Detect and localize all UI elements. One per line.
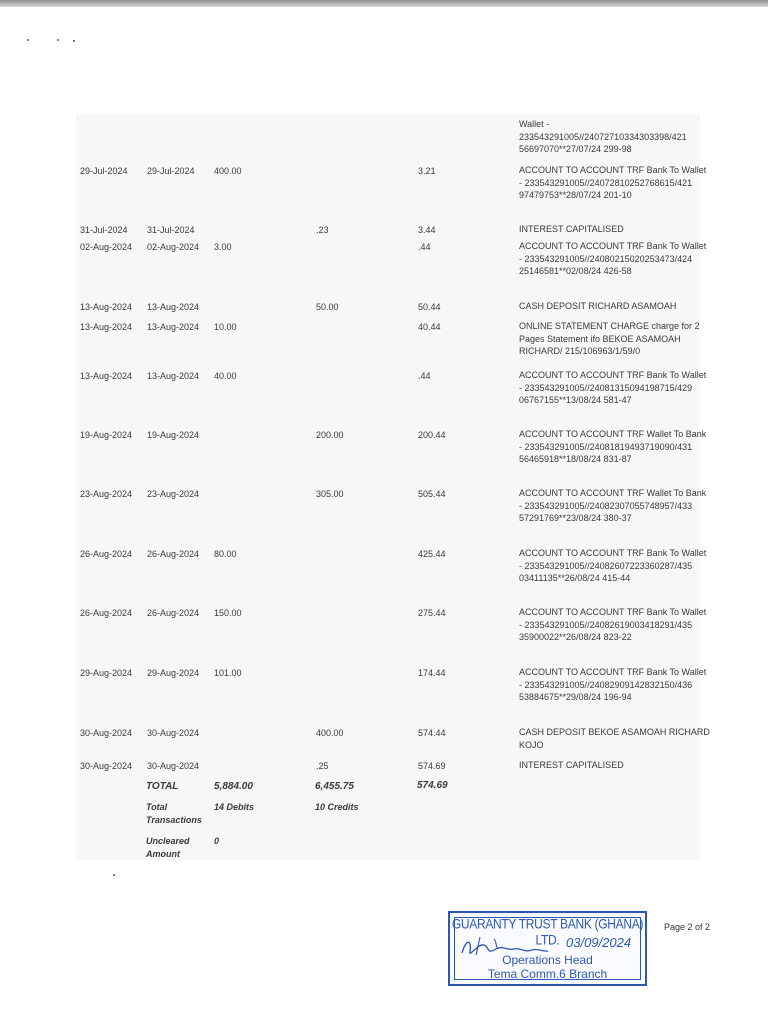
value-date: 26-Aug-2024 [147, 608, 200, 618]
post-date: 29-Aug-2024 [80, 668, 133, 678]
balance-amount: 174.44 [418, 668, 446, 678]
value-date: 29-Aug-2024 [147, 668, 200, 678]
value-date: 30-Aug-2024 [147, 761, 200, 771]
debit-amount: 101.00 [214, 668, 242, 678]
scan-speck [113, 874, 115, 876]
value-date: 13-Aug-2024 [147, 302, 200, 312]
transaction-description: INTEREST CAPITALISED [519, 224, 624, 234]
total-credit: 6,455.75 [315, 781, 354, 792]
transaction-description: CASH DEPOSIT RICHARD ASAMOAH [519, 301, 677, 311]
stamp-branch: Tema Comm.6 Branch [487, 967, 608, 981]
debit-amount: 10.00 [214, 322, 237, 332]
stamp-bank-name: GUARANTY TRUST BANK (GHANA) LTD. [451, 915, 644, 949]
transaction-description: INTEREST CAPITALISED [519, 760, 624, 770]
value-date: 23-Aug-2024 [147, 489, 200, 499]
post-date: 19-Aug-2024 [80, 430, 133, 440]
post-date: 23-Aug-2024 [80, 489, 133, 499]
transaction-description: ACCOUNT TO ACCOUNT TRF Bank To Wallet - 233543291005//24080215020253473/424 25146581**02/08/24 426-58 [519, 241, 707, 276]
uncleared-amount-value: 0 [214, 836, 220, 846]
value-date: 30-Aug-2024 [147, 728, 200, 738]
balance-amount: 200.44 [418, 430, 446, 440]
scan-speck [27, 39, 29, 41]
value-date: 19-Aug-2024 [147, 430, 200, 440]
debits-count: 14 Debits [214, 802, 255, 812]
value-date: 31-Jul-2024 [147, 225, 195, 235]
transaction-description: ACCOUNT TO ACCOUNT TRF Wallet To Bank - 233543291005//24081819493719090/431 56465918**18/08/24 831-87 [519, 429, 707, 464]
balance-amount: 40.44 [418, 322, 441, 332]
credit-amount: 305.00 [316, 489, 344, 499]
debit-amount: 40.00 [214, 371, 237, 381]
total-balance: 574.69 [417, 780, 448, 791]
transaction-description: ONLINE STATEMENT CHARGE charge for 2 Pages Statement ifo BEKOE ASAMOAH RICHARD/ 215/106963/1/59/0 [519, 321, 700, 356]
balance-amount: 275.44 [418, 608, 446, 618]
transaction-description: CASH DEPOSIT BEKOE ASAMOAH RICHARD KOJO [519, 727, 710, 750]
balance-amount: 3.21 [418, 166, 436, 176]
transaction-description: ACCOUNT TO ACCOUNT TRF Bank To Wallet - 233543291005//24082607223360287/435 03411135**26/08/24 415-44 [519, 548, 707, 583]
debit-amount: 150.00 [214, 608, 242, 618]
post-date: 26-Aug-2024 [80, 608, 133, 618]
transaction-description: ACCOUNT TO ACCOUNT TRF Bank To Wallet - 233543291005//24081315094198715/429 06767155**13/08/24 581-47 [519, 370, 707, 405]
value-date: 26-Aug-2024 [147, 549, 200, 559]
uncleared-amount-label: Uncleared Amount [146, 836, 190, 859]
balance-amount: 505.44 [418, 489, 446, 499]
transaction-description: ACCOUNT TO ACCOUNT TRF Bank To Wallet - 233543291005//24072810252768615/421 97479753**28/07/24 201-10 [519, 165, 707, 200]
balance-amount: 3.44 [418, 225, 436, 235]
credit-amount: .23 [316, 225, 329, 235]
value-date: 13-Aug-2024 [147, 371, 200, 381]
post-date: 13-Aug-2024 [80, 302, 133, 312]
credit-amount: .25 [316, 761, 329, 771]
balance-amount: 574.44 [418, 728, 446, 738]
post-date: 02-Aug-2024 [80, 242, 133, 252]
post-date: 30-Aug-2024 [80, 728, 133, 738]
value-date: 29-Jul-2024 [147, 166, 195, 176]
balance-amount: 50.44 [418, 302, 441, 312]
scan-top-edge [0, 0, 768, 7]
stamp-date: 03/09/2024 [566, 935, 632, 950]
balance-amount: .44 [418, 371, 431, 381]
scan-speck [73, 40, 75, 42]
transaction-description: ACCOUNT TO ACCOUNT TRF Wallet To Bank - 233543291005//24082307055748957/433 57291769**23/08/24 380-37 [519, 488, 707, 523]
post-date: 30-Aug-2024 [80, 761, 133, 771]
debit-amount: 3.00 [214, 242, 232, 252]
transaction-description: ACCOUNT TO ACCOUNT TRF Bank To Wallet - 233543291005//24082909142832150/436 53884675**29/08/24 196-94 [519, 667, 707, 702]
carryover-description: Wallet - 233543291005//24072710334303398/421 56697070**27/07/24 299-98 [519, 119, 687, 154]
post-date: 13-Aug-2024 [80, 322, 133, 332]
debit-amount: 400.00 [214, 166, 242, 176]
credit-amount: 50.00 [316, 302, 339, 312]
balance-amount: 574.69 [418, 761, 446, 771]
post-date: 26-Aug-2024 [80, 549, 133, 559]
balance-amount: .44 [418, 242, 431, 252]
total-label: TOTAL [146, 781, 179, 792]
post-date: 29-Jul-2024 [80, 166, 128, 176]
page-number: Page 2 of 2 [664, 922, 711, 932]
credits-count: 10 Credits [315, 802, 359, 812]
transaction-description: ACCOUNT TO ACCOUNT TRF Bank To Wallet - 233543291005//24082619003418291/435 35900022**26/08/24 823-22 [519, 607, 707, 642]
credit-amount: 200.00 [316, 430, 344, 440]
value-date: 13-Aug-2024 [147, 322, 200, 332]
value-date: 02-Aug-2024 [147, 242, 200, 252]
total-debit: 5,884.00 [214, 781, 253, 792]
scan-speck [57, 39, 59, 41]
post-date: 31-Jul-2024 [80, 225, 128, 235]
balance-amount: 425.44 [418, 549, 446, 559]
bank-stamp [448, 911, 647, 986]
credit-amount: 400.00 [316, 728, 344, 738]
post-date: 13-Aug-2024 [80, 371, 133, 381]
total-transactions-label: Total Transactions [146, 802, 202, 825]
debit-amount: 80.00 [214, 549, 237, 559]
stamp-title: Operations Head [502, 953, 593, 967]
